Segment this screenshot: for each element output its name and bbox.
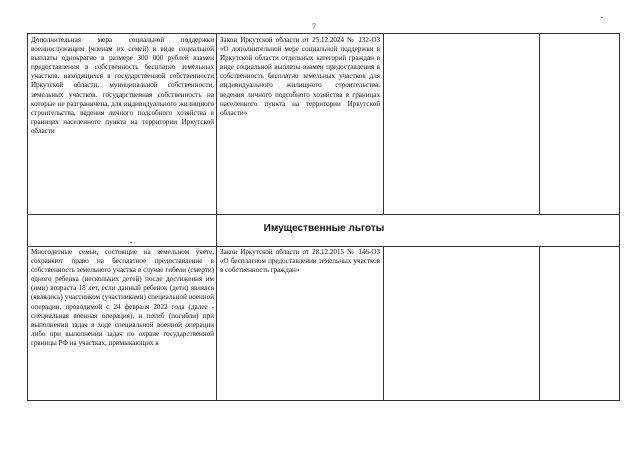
column-divider (383, 34, 384, 214)
empty-cell (542, 36, 618, 212)
empty-cell (542, 248, 618, 400)
legal-basis-cell: Закон Иркутской области от 28.12.2015 № 146-ОЗ «О бесплатном предоставлении земельных участков в собственность граждан» (220, 248, 380, 275)
measure-cell: Многодетные семьи, состоящие на земельном учете, сохраняют право на бесплатное предоставление в собственность земельного участка в случае гибели (смерти) одного ребенка (нескольких детей) после достижения им (ими) возраста 18 лет, если данный ребенок (дети) являлся (являлись) участником (участниками) специальной военной операции, проводимой с 24 февраля 2022 года (далее - специальная военная операция), и погиб (погибли) при выполнении задач в ходе специальной военной операции либо при выполнении задач по охране государственной границы РФ на участках, примыкающих к (31, 248, 214, 347)
benefits-table (27, 33, 620, 401)
column-divider (539, 34, 540, 214)
section-title: Имущественные льготы (263, 223, 385, 234)
row-divider (28, 214, 620, 215)
empty-cell (386, 36, 536, 212)
column-divider (539, 246, 540, 401)
scan-speck (130, 242, 132, 243)
column-divider (383, 246, 384, 401)
legal-basis-cell: Закон Иркутской области от 25.12.2024 № 132-ОЗ «О дополнительной мере социальной поддержки в Иркутской области отдельных категорий граждан в виде социальной выплаты взамен предоставления в собственность бесплатно земельных участков для индивидуального жилищного строительства, ведения личного подсобного хозяйства в границах населенного пункта на территории Иркутской области» (220, 36, 380, 117)
row-divider (28, 246, 620, 247)
column-divider (216, 34, 217, 401)
scan-speck (601, 17, 603, 18)
empty-cell (386, 248, 536, 400)
measure-cell: Дополнительная мера социальной поддержки военнослужащим (членам их семей) в виде социальной выплаты однократно в размере 300 000 рублей взамен предоставления в собственность бесплатно земельных участков, находящихся в государственной собственности Иркутской области, муниципальной собственности, земельных участков, государственная собственность на которые не разграничена, для индивидуального жилищного строительства, ведения личного подсобного хозяйства в границах населенного пункта на территории Иркутской области (31, 36, 214, 135)
page-number: 7 (312, 22, 316, 31)
